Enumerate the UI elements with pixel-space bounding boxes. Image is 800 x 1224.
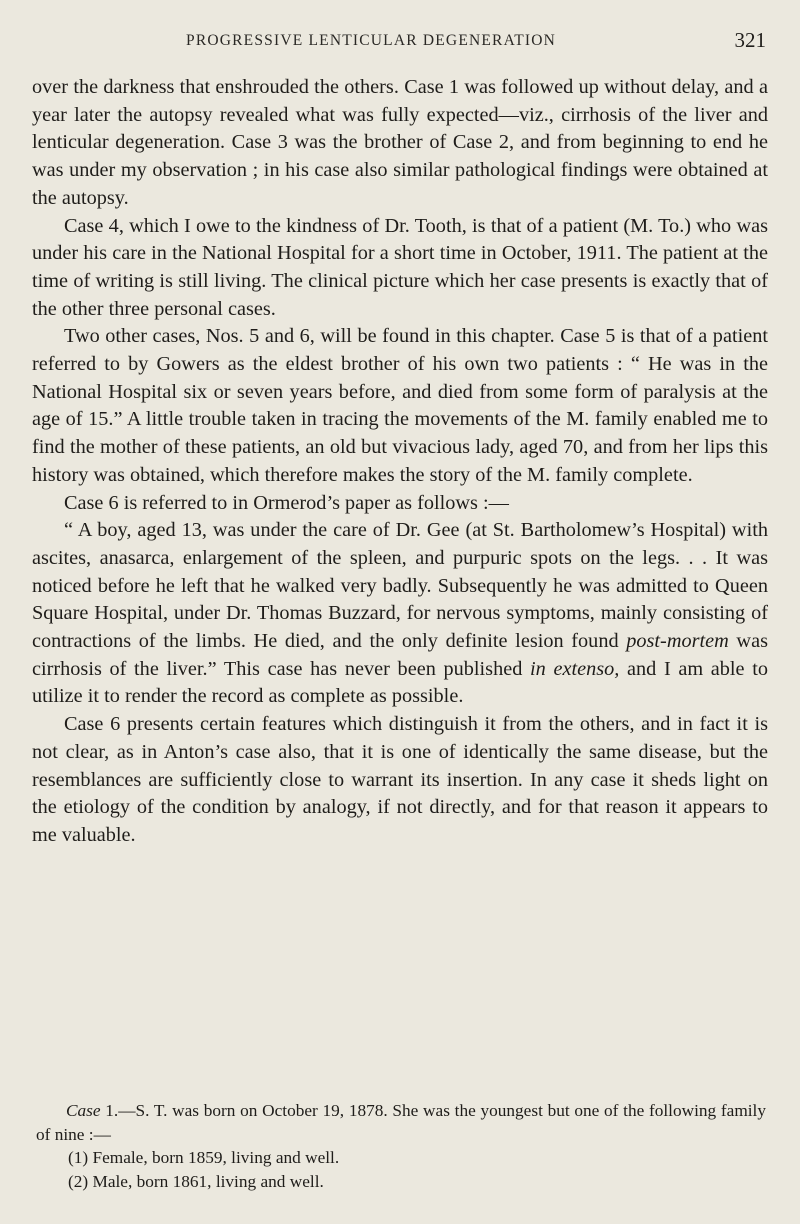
quote-italic-text: post-mortem — [626, 630, 729, 653]
body-text — [32, 74, 768, 850]
quote-italic-text: in extenso, — [530, 657, 620, 680]
paragraph: Two other cases, Nos. 5 and 6, will be found in this chapter. Case 5 is that of a patient referred to by Gowers as the eldest brother of his own two patients : “ He was in the National Hospital six or seven years before, and died from some form of paralysis at the age of 15.” A little trouble taken in tracing the movements of the M. family enabled me to find the mother of these patients, an old but vivacious lady, aged 70, and from her lips this history was obtained, which therefore makes the story of the M. family complete. — [32, 325, 768, 486]
running-head — [0, 28, 800, 54]
running-title: PROGRESSIVE LENTICULAR DEGENERATION — [186, 32, 557, 49]
family-member-item: (1) Female, born 1859, living and well. — [68, 1148, 340, 1167]
case-intro — [36, 1099, 766, 1146]
paragraph: Case 4, which I owe to the kindness of Dr. Tooth, is that of a patient (M. To.) who was under his care in the National Hospital for a short time in October, 1911. The patient at the time of writing is still living. The clinical picture which her case presents is exactly that of the other three personal cases. — [32, 214, 768, 320]
case-intro-text: 1.—S. T. was born on October 19, 1878. She was the youngest but one of the following family of nine :— — [36, 1101, 766, 1144]
quote-text: and I am able to utilize it to render the record as complete as possible. — [32, 657, 768, 708]
family-member-item: (2) Male, born 1861, living and well. — [68, 1171, 324, 1191]
case-record — [36, 1099, 766, 1193]
page-number: 321 — [734, 28, 766, 52]
paragraph: over the darkness that enshrouded the others. Case 1 was followed up without delay, and a year later the autopsy revealed what was fully expected—viz., cirrhosis of the liver and lenticular degeneration. Case 3 was the brother of Case 2, and from beginning to end he was under my observation ; in his case also similar pathological findings were obtained at the autopsy. — [32, 76, 768, 209]
case-label: Case — [66, 1101, 101, 1120]
paragraph: Case 6 is referred to in Ormerod’s paper as follows :— — [64, 491, 509, 514]
paragraph: Case 6 presents certain features which distinguish it from the others, and in fact it is not clear, as in Anton’s case also, that it is one of identically the same disease, but the resemblances are sufficiently close to warrant its insertion. In any case it sheds light on the etiology of the condition by analogy, if not directly, and for that reason it appears to me valuable. — [32, 713, 768, 846]
quoted-paragraph — [32, 517, 768, 711]
quote-text: was cirrhosis of the liver.” This case has never been published — [32, 630, 768, 680]
quote-text: “ A boy, aged 13, was under the care of Dr. Gee (at St. Bartholomew’s Hospital) with ascites, anasarca, enlargement of the spleen, and purpuric spots on the legs. . . It was noticed before he left that he walked very badly. Subsequently he was admitted to Queen Square Hospital, under Dr. Thomas Buzzard, for nervous symptoms, mainly consisting of contractions of the limbs. He died, and the only definite lesion found — [32, 519, 768, 653]
